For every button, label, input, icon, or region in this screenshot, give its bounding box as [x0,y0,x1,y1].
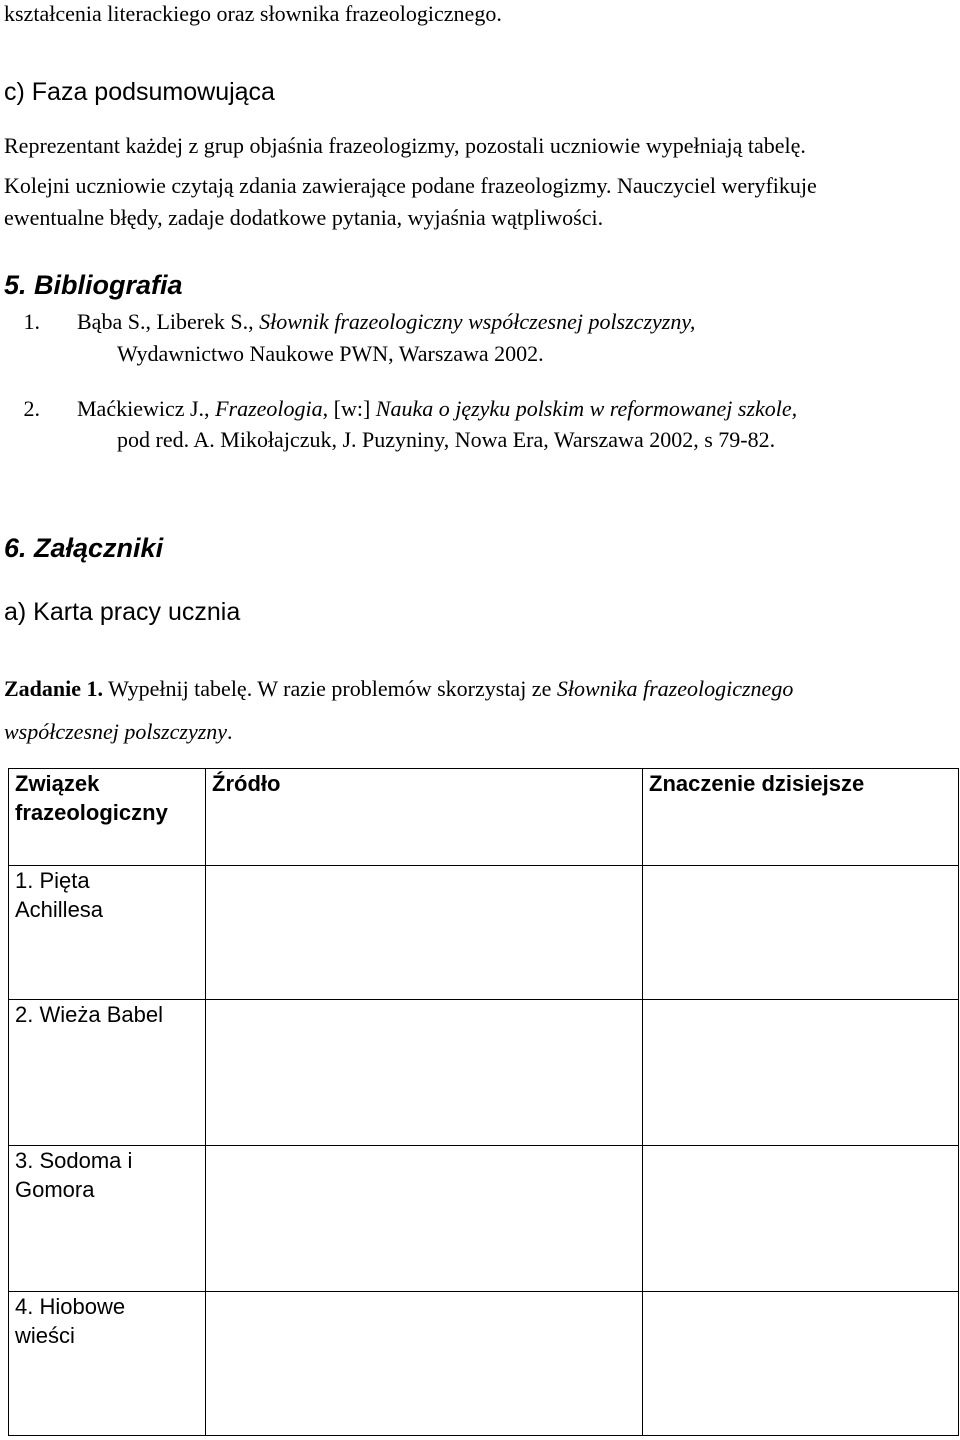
task-line-1 [4,673,793,705]
bibliography-item-1 [0,306,695,338]
task-end: . [227,719,233,744]
bibliography-item-title: Frazeologia [215,396,323,421]
task-line-2 [4,716,233,748]
table-row [9,1000,959,1146]
table-cell-phrase: 3. Sodoma i Gomora [9,1146,206,1292]
table-cell-meaning[interactable] [643,1292,959,1436]
table-cell-source[interactable] [206,1146,643,1292]
table-cell-phrase: 2. Wieża Babel [9,1000,206,1146]
phase-c-paragraph-line-3: ewentualne błędy, zadaje dodatkowe pytania, wyjaśnia wątpliwości. [4,205,604,230]
table-cell-meaning[interactable] [643,866,959,1000]
table-header-cell [643,769,959,866]
table-row [9,1146,959,1292]
bibliography-item-author: Bąba S., Liberek S., [77,309,260,334]
table-cell-phrase: 4. Hiobowe wieści [9,1292,206,1436]
table-cell-meaning[interactable] [643,1146,959,1292]
header-phrase: Związek frazeologiczny [15,771,168,825]
table-header-cell [9,769,206,866]
table-cell-source[interactable] [206,866,643,1000]
bibliography-item-source: Nauka o języku polskim w reformowanej szkole, [375,396,798,421]
task-dictionary-title-cont: współczesnej polszczyzny [4,719,228,744]
header-meaning: Znaczenie dzisiejsze [649,771,865,796]
table-header-cell [206,769,643,866]
bibliography-item-2 [0,393,797,425]
phase-c-paragraph-line-1: Reprezentant każdej z grup objaśnia frazeologizmy, pozostali uczniowie wypełniają tabelę. [4,133,806,158]
bibliography-item-2-line-2: pod red. A. Mikołajczuk, J. Puzyniny, Nowa Era, Warszawa 2002, s 79-82. [117,427,776,452]
table-header-row [9,769,959,866]
table-cell-source[interactable] [206,1292,643,1436]
worksheet-subheading: a) Karta pracy ucznia [4,598,241,626]
bibliography-item-number: 2. [23,396,40,421]
phase-c-paragraph-line-2: Kolejni uczniowie czytają zdania zawierające podane frazeologizmy. Nauczyciel weryfikuje [4,173,817,198]
phase-c-heading: c) Faza podsumowująca [4,78,275,106]
table-cell-phrase: 1. Pięta Achillesa [9,866,206,1000]
task-text: Wypełnij tabelę. W razie problemów skorzystaj ze [103,676,557,701]
intro-line: kształcenia literackiego oraz słownika frazeologicznego. [4,1,502,26]
table-row [9,1292,959,1436]
bibliography-item-author: Maćkiewicz J., [77,396,216,421]
table-cell-meaning[interactable] [643,1000,959,1146]
bibliography-item-connector: , [w:] [322,396,376,421]
attachments-heading: 6. Załączniki [4,533,164,563]
bibliography-item-title: Słownik frazeologiczny współczesnej polszczyzny, [259,309,696,334]
bibliography-item-number: 1. [23,309,40,334]
task-label: Zadanie 1. [4,676,104,701]
table-cell-source[interactable] [206,1000,643,1146]
bibliography-item-1-line-2: Wydawnictwo Naukowe PWN, Warszawa 2002. [117,341,544,366]
worksheet-table [8,768,959,1436]
task-dictionary-title: Słownika frazeologicznego [556,676,794,701]
table-row [9,866,959,1000]
bibliography-heading: 5. Bibliografia [4,270,183,300]
header-source: Źródło [212,771,281,796]
